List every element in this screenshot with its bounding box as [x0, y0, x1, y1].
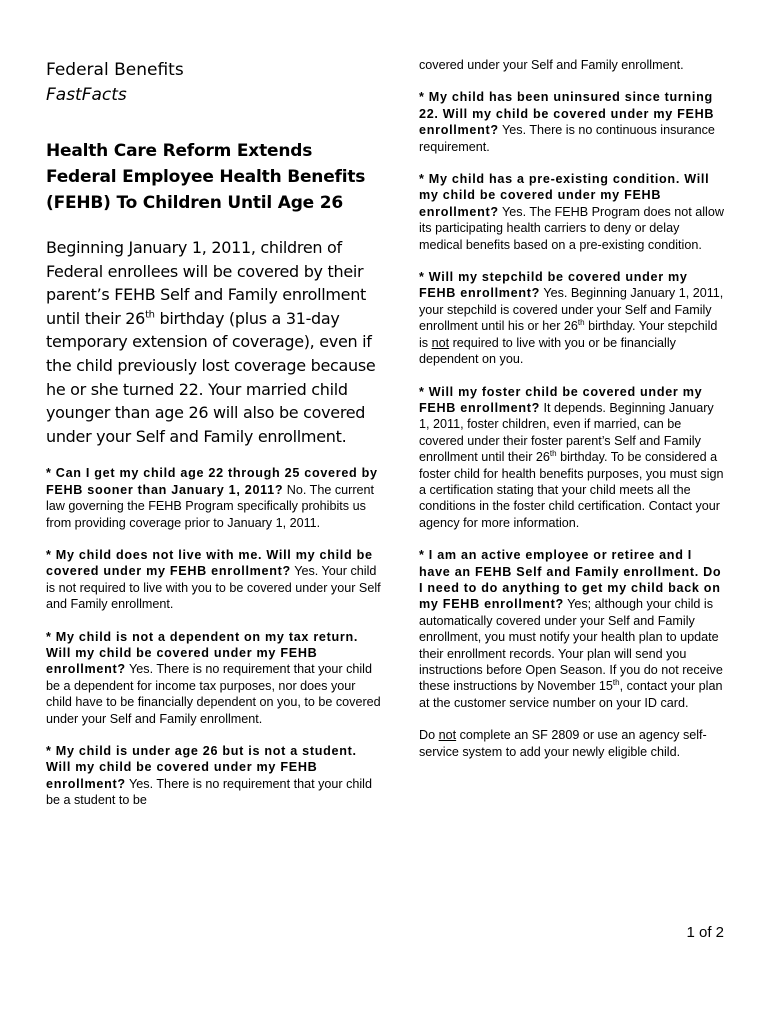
- answer: Yes. Your child is not required to live with you to be covered under your Self and Family enrollment.: [46, 564, 381, 612]
- answer-continued: birthday. To be considered a foster child for health benefits purposes, you must sign a certification stating that your child meets all the conditions in the foster child certification. Contact your agency for more information.: [419, 450, 724, 530]
- right-column: [419, 57, 725, 776]
- header-title: Federal Benefits: [46, 60, 184, 80]
- qa-preexisting: [419, 171, 725, 253]
- answer: No. The current law governing the FEHB Program specifically prohibits us from providing coverage prior to January 1, 2011.: [46, 482, 375, 530]
- qa-foster: [419, 384, 725, 532]
- question: * Will my stepchild be covered under my FEHB enrollment?: [419, 270, 688, 301]
- answer: Yes. The FEHB Program does not allow its participating health carriers to deny or delay medical benefits based on a pre-existing condition.: [419, 204, 724, 252]
- left-column: [46, 58, 381, 825]
- answer: Yes; although your child is automatically covered under your Self and Family enrollment, you must notify your health plan to update their enrollment records. Your plan will send you instructions before Open Season. If you do not receive these instructions by November 15: [419, 597, 723, 694]
- closing-text: Do: [419, 728, 439, 743]
- answer-sup: th: [577, 318, 585, 328]
- question: * I am an active employee or retiree and I have an FEHB Self and Family enrollment. Do I need to do anything to get my child back on my FEHB enrollment?: [419, 548, 722, 612]
- qa-not-dependent: [46, 629, 381, 727]
- answer-emphasis: not: [431, 335, 450, 350]
- closing-note: [419, 727, 725, 760]
- answer-sup: th: [549, 448, 557, 458]
- qa-not-live-with-me: [46, 547, 381, 613]
- question: * My child has been uninsured since turning 22. Will my child be covered under my FEHB enrollment?: [419, 90, 715, 138]
- question: * My child does not live with me. Will my child be covered under my FEHB enrollment?: [46, 547, 373, 579]
- question: * My child is under age 26 but is not a student. Will my child be covered under my FEHB enrollment?: [46, 744, 357, 791]
- answer-continued: birthday. Your stepchild is: [419, 319, 718, 350]
- lead-paragraph: [46, 236, 381, 448]
- lead-text: Beginning January 1, 2011, children of Federal enrollees will be covered by their parent’s FEHB Self and Family enrollment until their 26: [46, 238, 367, 328]
- continuation-text: covered under your Self and Family enrollment.: [419, 58, 684, 72]
- qa-not-student: [46, 743, 381, 809]
- answer: Yes. Beginning January 1, 2011, your stepchild is covered under your Self and Family enrollment until his or her 26: [419, 286, 724, 334]
- answer-continued: , contact your plan at the customer service number on your ID card.: [419, 679, 723, 710]
- closing-emphasis: not: [438, 728, 457, 743]
- answer-end: required to live with you or be financially dependent on you.: [419, 335, 676, 367]
- answer-sup: th: [612, 678, 620, 688]
- page-number: 1 of 2: [686, 924, 724, 941]
- answer: Yes. There is no requirement that your child be a dependent for income tax purposes, nor does your child have to be financially dependent on you, to be covered under your Self and Family enrollment.: [46, 662, 381, 726]
- header-subtitle: FastFacts: [46, 85, 127, 105]
- answer: Yes. There is no continuous insurance requirement.: [419, 123, 715, 154]
- question: * Will my foster child be covered under my FEHB enrollment?: [419, 384, 703, 415]
- question: * My child is not a dependent on my tax return. Will my child be covered under my FEHB enrollment?: [46, 629, 359, 677]
- answer: Yes. There is no requirement that your child be a student to be: [46, 776, 372, 808]
- question: * My child has a pre-existing condition. Will my child be covered under my FEHB enrollment?: [419, 172, 710, 219]
- qa-stepchild: [419, 269, 725, 367]
- qa-active-employee: [419, 547, 725, 711]
- question: * Can I get my child age 22 through 25 covered by FEHB sooner than January 1, 2011?: [46, 466, 378, 497]
- headline: Health Care Reform Extends Federal Employee Health Benefits (FEHB) To Children Until Age 26: [46, 141, 366, 213]
- qa-sooner: [46, 465, 381, 531]
- lead-text-continued: birthday (plus a 31-day temporary extension of coverage), even if the child previously lost coverage because he or she turned 22. Your married child younger than age 26 will also be covered under your Self and Family enrollment.: [46, 308, 376, 446]
- closing-text-continued: complete an SF 2809 or use an agency self-service system to add your newly eligible child.: [419, 728, 707, 759]
- qa-uninsured: [419, 89, 725, 155]
- answer: It depends. Beginning January 1, 2011, foster children, even if married, can be covered under their foster parent’s Self and Family enrollment until their 26: [419, 400, 714, 465]
- lead-sup: th: [145, 309, 155, 321]
